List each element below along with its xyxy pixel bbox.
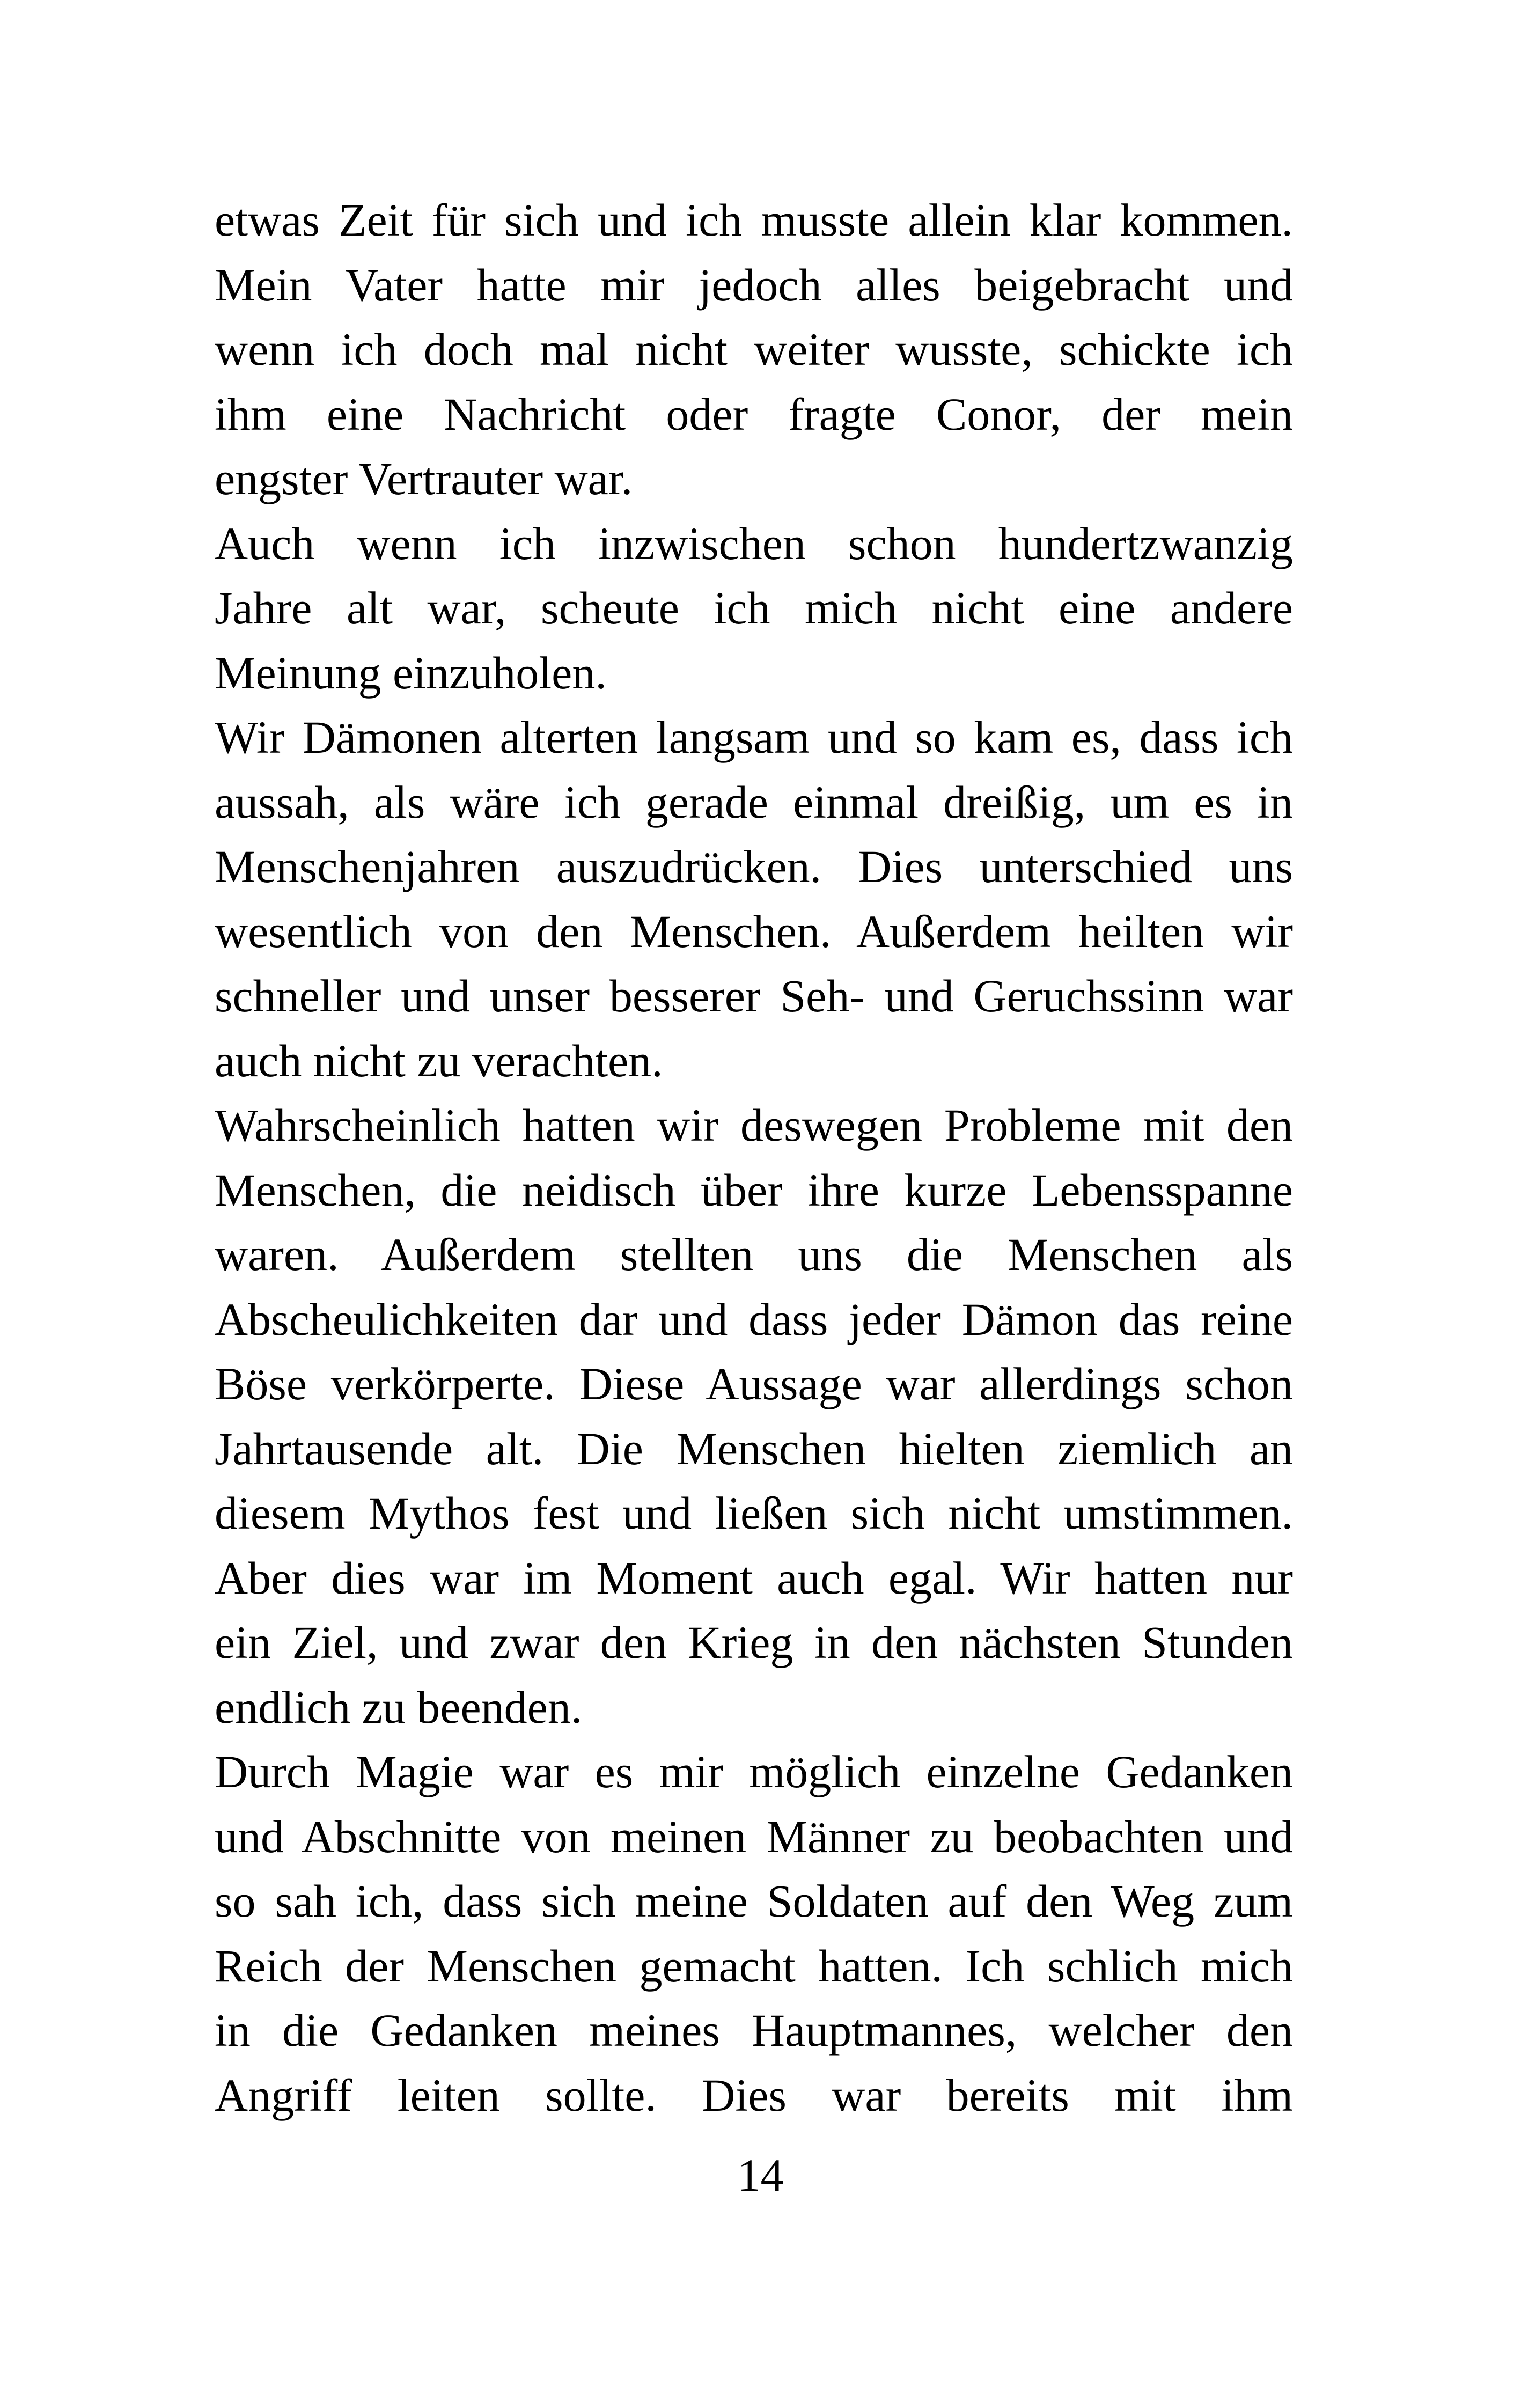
text-line: und Abschnitte von meinen Männer zu beobachten und [215,1810,1293,1862]
text-line: Jahre alt war, scheute ich mich nicht eine andere [215,582,1293,634]
text-line: Menschen, die neidisch über ihre kurze Lebensspanne [215,1164,1293,1216]
text-line: Auch wenn ich inzwischen schon hundertzwanzig [215,517,1293,569]
text-line: Mein Vater hatte mir jedoch alles beigebracht und [215,259,1293,311]
text-line: Jahrtausende alt. Die Menschen hielten ziemlich an [215,1422,1293,1474]
text-line: endlich zu beenden. [215,1681,583,1733]
text-line: ein Ziel, und zwar den Krieg in den nächsten Stunden [215,1617,1293,1668]
body-text [215,188,1293,2127]
text-line: engster Vertrauter war. [215,453,633,504]
text-line: Meinung einzuholen. [215,647,607,699]
text-line: Wir Dämonen alterten langsam und so kam es, dass ich [215,711,1293,763]
text-line: Böse verkörperte. Diese Aussage war allerdings schon [215,1358,1293,1409]
text-line: diesem Mythos fest und ließen sich nicht umstimmen. [215,1487,1293,1539]
text-line: aussah, als wäre ich gerade einmal dreißig, um es in [215,776,1293,828]
text-line: schneller und unser besserer Seh- und Geruchssinn war [215,970,1293,1022]
text-line: ihm eine Nachricht oder fragte Conor, der mein [215,388,1293,440]
text-line: Aber dies war im Moment auch egal. Wir hatten nur [215,1552,1293,1604]
text-line: Reich der Menschen gemacht hatten. Ich schlich mich [215,1940,1293,1992]
text-line: wenn ich doch mal nicht weiter wusste, schickte ich [215,324,1293,375]
text-line: waren. Außerdem stellten uns die Menschen als [215,1229,1293,1280]
text-line: Menschenjahren auszudrücken. Dies unterschied uns [215,841,1293,892]
text-line: so sah ich, dass sich meine Soldaten auf den Weg zum [215,1875,1293,1927]
text-line: etwas Zeit für sich und ich musste allein klar kommen. [215,194,1293,246]
text-line: in die Gedanken meines Hauptmannes, welcher den [215,2005,1293,2056]
text-line: Angriff leiten sollte. Dies war bereits mit ihm [215,2069,1293,2121]
text-line: auch nicht zu verachten. [215,1034,663,1086]
text-line: wesentlich von den Menschen. Außerdem heilten wir [215,905,1293,957]
page-number: 14 [737,2149,784,2201]
text-line: Wahrscheinlich hatten wir deswegen Probleme mit den [215,1099,1293,1151]
text-line: Abscheulichkeiten dar und dass jeder Dämon das reine [215,1293,1293,1345]
text-line: Durch Magie war es mir möglich einzelne Gedanken [215,1746,1293,1797]
